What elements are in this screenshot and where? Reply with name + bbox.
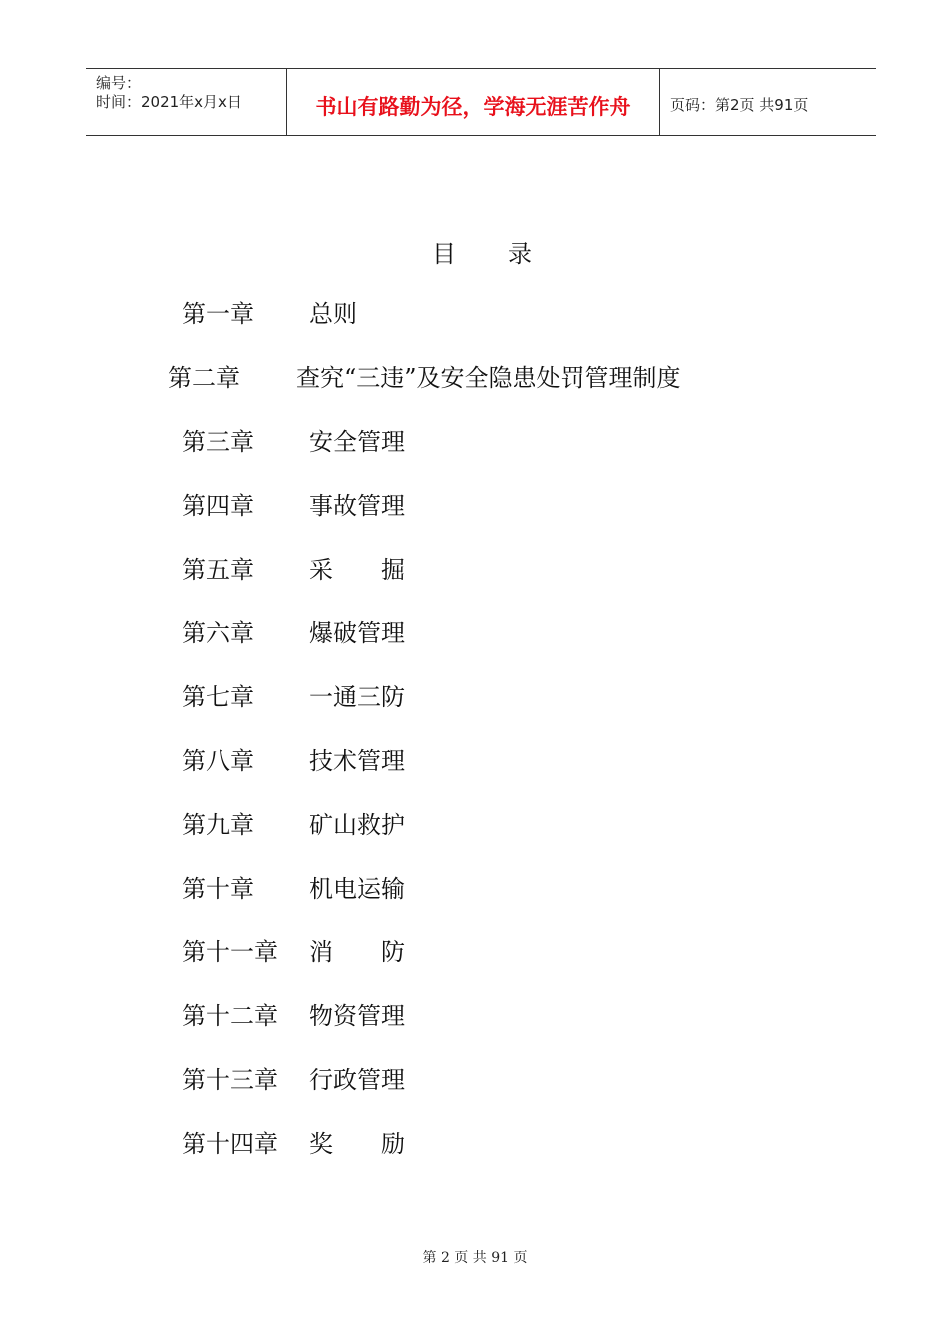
toc-chapter-name: 机电运输 bbox=[309, 875, 405, 903]
toc-title bbox=[0, 234, 950, 269]
toc-chapter: 第十章 bbox=[182, 875, 254, 903]
header-page-cell bbox=[660, 69, 876, 135]
toc-title-right: 录 bbox=[508, 240, 532, 268]
header-meta-cell bbox=[86, 69, 287, 135]
toc-chapter: 第十三章 bbox=[182, 1066, 278, 1094]
toc-chapter-name: 事故管理 bbox=[309, 492, 405, 520]
time-label: 时间：2021年x月x日 bbox=[96, 93, 242, 111]
toc-chapter: 第八章 bbox=[182, 747, 254, 775]
toc-chapter: 第十四章 bbox=[182, 1130, 278, 1158]
toc-chapter: 第五章 bbox=[182, 556, 254, 584]
header-motto-cell bbox=[287, 69, 660, 135]
motto-text: 书山有路勤为径，学海无涯苦作舟 bbox=[315, 95, 631, 119]
toc-chapter-name: 技术管理 bbox=[309, 747, 405, 775]
page-footer: 第 2 页 共 91 页 bbox=[422, 1250, 528, 1266]
toc-chapter: 第九章 bbox=[182, 811, 254, 839]
toc-chapter: 第七章 bbox=[182, 683, 254, 711]
toc-chapter-name: 消 防 bbox=[309, 938, 405, 966]
toc-chapter: 第二章 bbox=[168, 364, 240, 392]
header-page-info: 页码：第2页 共91页 bbox=[670, 96, 809, 114]
toc-chapter-name: 行政管理 bbox=[309, 1066, 405, 1094]
toc-chapter: 第一章 bbox=[182, 300, 254, 328]
page-header bbox=[86, 68, 876, 136]
toc-chapter-name: 采 掘 bbox=[309, 556, 405, 584]
toc-chapter-name: 一通三防 bbox=[309, 683, 405, 711]
toc-chapter-name: 奖 励 bbox=[309, 1130, 405, 1158]
toc-chapter: 第十一章 bbox=[182, 938, 278, 966]
toc-chapter: 第十二章 bbox=[182, 1002, 278, 1030]
toc-chapter: 第六章 bbox=[182, 619, 254, 647]
toc-chapter-name: 爆破管理 bbox=[309, 619, 405, 647]
toc-chapter-name: 物资管理 bbox=[309, 1002, 405, 1030]
serial-label: 编号： bbox=[96, 74, 142, 92]
toc-chapter: 第四章 bbox=[182, 492, 254, 520]
toc-chapter-name: 总则 bbox=[309, 300, 357, 328]
toc-chapter-name: 矿山救护 bbox=[309, 811, 405, 839]
toc-chapter-name: 查究“三违”及安全隐患处罚管理制度 bbox=[296, 364, 681, 392]
toc-chapter: 第三章 bbox=[182, 428, 254, 456]
toc-title-left: 目 bbox=[432, 240, 456, 268]
toc-chapter-name: 安全管理 bbox=[309, 428, 405, 456]
